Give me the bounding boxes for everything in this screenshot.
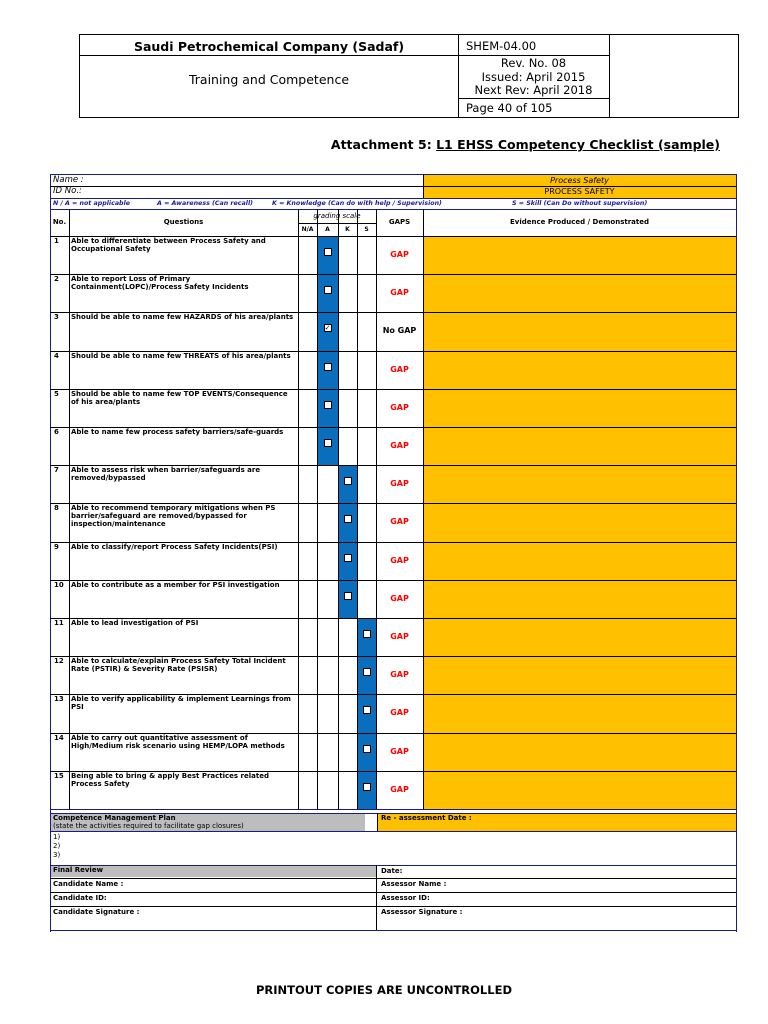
gap-status: GAP — [390, 402, 409, 412]
legend-s: S = Skill (Can Do without supervision) — [512, 200, 648, 207]
question-text: Should be able to name few HAZARDS of his area/plants — [71, 313, 294, 322]
row-number: 4 — [54, 351, 59, 360]
evidence-field[interactable] — [423, 465, 736, 503]
competency-checklist-form — [50, 172, 736, 932]
gap-status: GAP — [390, 746, 409, 756]
attachment-heading — [0, 137, 720, 152]
candidate-name-field[interactable]: Candidate Name : — [53, 880, 124, 888]
grading-checkbox[interactable] — [324, 248, 332, 256]
name-label: Name : — [53, 175, 84, 185]
gap-status: GAP — [390, 288, 409, 298]
plan-subtitle: (state the activities required to facilitate gap closures) — [53, 822, 244, 830]
plan-item[interactable]: 2) — [53, 842, 61, 850]
col-header-questions: Questions — [163, 218, 204, 226]
grading-checkbox[interactable] — [344, 515, 352, 523]
evidence-field[interactable] — [423, 236, 736, 274]
col-header-s: S — [364, 226, 369, 233]
gap-status: GAP — [390, 517, 409, 527]
grading-checkbox[interactable] — [363, 706, 371, 714]
gap-status: GAP — [390, 784, 409, 794]
gap-status: GAP — [390, 593, 409, 603]
evidence-field[interactable] — [423, 351, 736, 389]
grading-checkbox[interactable]: ✓ — [324, 324, 331, 333]
gap-status: GAP — [390, 479, 409, 489]
col-header-a: A — [325, 226, 330, 233]
plan-item[interactable]: 3) — [53, 851, 61, 859]
row-number: 13 — [54, 695, 64, 704]
evidence-field[interactable] — [423, 618, 736, 656]
grading-checkbox[interactable] — [363, 783, 371, 791]
row-number: 9 — [54, 542, 59, 551]
legend-k: K = Knowledge (Can do with help / Supervision) — [272, 200, 442, 207]
gap-status: GAP — [390, 441, 409, 450]
evidence-field[interactable] — [423, 656, 736, 694]
row-number: 15 — [54, 771, 64, 780]
row-number: 7 — [54, 466, 59, 475]
assessor-name-field[interactable]: Assessor Name : — [381, 880, 447, 888]
question-text: Able to verify applicability & implement Learnings from PSI — [71, 695, 291, 712]
row-number: 2 — [54, 275, 59, 284]
assessor-id-field[interactable]: Assessor ID: — [381, 894, 430, 902]
grading-checkbox[interactable] — [324, 401, 332, 409]
row-number: 8 — [54, 504, 59, 513]
col-header-grading: grading scale — [313, 212, 361, 220]
row-number: 14 — [54, 733, 64, 742]
row-number: 11 — [54, 619, 64, 627]
assessor-signature-field[interactable]: Assessor Signature : — [381, 908, 463, 916]
candidate-id-field[interactable]: Candidate ID: — [53, 894, 107, 902]
plan-item[interactable]: 1) — [53, 833, 61, 841]
col-header-na: N/A — [301, 226, 314, 233]
plan-title: Competence Management Plan — [53, 814, 176, 822]
evidence-field[interactable] — [423, 694, 736, 732]
evidence-field[interactable] — [423, 389, 736, 427]
row-number: 10 — [54, 580, 64, 589]
question-text: Able to contribute as a member for PSI investigation — [71, 580, 280, 589]
question-text: Able to assess risk when barrier/safeguards are removed/bypassed — [71, 466, 261, 483]
legend-row — [53, 199, 733, 209]
document-code: SHEM-04.00 — [466, 39, 537, 53]
evidence-field[interactable] — [423, 274, 736, 312]
question-text: Able to name few process safety barriers/safe-guards — [71, 428, 284, 436]
reassessment-label: Re - assessment Date : — [381, 814, 472, 822]
col-header-k: K — [345, 226, 350, 233]
evidence-field[interactable] — [423, 427, 736, 465]
gap-status: GAP — [390, 708, 409, 718]
row-number: 3 — [54, 313, 59, 322]
question-text: Able to lead investigation of PSI — [71, 619, 199, 627]
question-text: Able to carry out quantitative assessment of High/Medium risk scenario using HEMP/LOPA methods — [71, 733, 285, 750]
gap-status: GAP — [390, 632, 409, 641]
gap-status: GAP — [390, 670, 409, 680]
gap-status: GAP — [390, 250, 409, 259]
final-review-label: Final Review — [53, 866, 104, 874]
col-header-gaps: GAPS — [388, 218, 411, 226]
row-number: 6 — [54, 428, 59, 436]
question-text: Able to recommend temporary mitigations when PS barrier/safeguard are removed/bypassed for inspection/maintenance — [71, 504, 276, 529]
evidence-field[interactable] — [423, 503, 736, 541]
evidence-field[interactable] — [423, 771, 736, 809]
attachment-title: L1 EHSS Competency Checklist (sample) — [436, 137, 720, 152]
question-text: Able to differentiate between Process Safety and Occupational Safety — [71, 237, 266, 253]
candidate-signature-field[interactable]: Candidate Signature : — [53, 908, 140, 916]
revision-number: Rev. No. 08 — [500, 56, 567, 70]
company-name: Saudi Petrochemical Company (Sadaf) — [133, 39, 405, 54]
grading-checkbox[interactable] — [363, 630, 371, 638]
question-text: Should be able to name few TOP EVENTS/Consequence of his area/plants — [71, 389, 288, 406]
row-number: 5 — [54, 389, 59, 398]
id-label: ID No.: — [53, 186, 82, 196]
grading-checkbox[interactable] — [363, 745, 371, 753]
evidence-field[interactable] — [423, 580, 736, 618]
row-number: 12 — [54, 657, 64, 666]
legend-a: A = Awareness (Can recall) — [157, 200, 253, 207]
issued-date: Issued: April 2015 — [481, 69, 586, 84]
next-revision-date: Next Rev: April 2018 — [474, 83, 593, 97]
row-number: 1 — [54, 237, 59, 245]
question-text: Able to classify/report Process Safety Incidents(PSI) — [71, 542, 278, 551]
revision-info — [458, 57, 609, 98]
date-field[interactable]: Date: — [381, 867, 403, 875]
gap-status: GAP — [390, 555, 409, 565]
gap-status: GAP — [390, 364, 409, 374]
category-label: Process Safety — [550, 176, 609, 185]
document-header — [79, 34, 739, 118]
grading-checkbox[interactable] — [363, 668, 371, 676]
grading-checkbox[interactable] — [324, 286, 332, 294]
grading-checkbox[interactable] — [344, 592, 352, 600]
evidence-field[interactable] — [423, 312, 736, 350]
page-number: Page 40 of 105 — [466, 101, 553, 115]
uncontrolled-copy-notice: PRINTOUT COPIES ARE UNCONTROLLED — [255, 983, 512, 997]
grading-checkbox[interactable] — [324, 363, 332, 371]
evidence-field[interactable] — [423, 733, 736, 771]
question-text: Able to calculate/explain Process Safety Total Incident Rate (PSTIR) & Severity Rate (PSISR) — [71, 657, 286, 674]
col-header-no: No. — [52, 218, 67, 226]
attachment-prefix: Attachment 5: — [330, 137, 437, 152]
category-caps-label: PROCESS SAFETY — [544, 187, 615, 196]
legend-na: N / A = not applicable — [53, 200, 130, 207]
grading-checkbox[interactable] — [344, 554, 352, 562]
question-text: Able to report Loss of Primary Containment(LOPC)/Process Safety Incidents — [71, 275, 249, 292]
question-text: Being able to bring & apply Best Practices related Process Safety — [71, 771, 269, 788]
gap-status: No GAP — [382, 326, 417, 336]
evidence-field[interactable] — [423, 542, 736, 580]
document-title: Training and Competence — [188, 72, 350, 87]
col-header-evidence: Evidence Produced / Demonstrated — [510, 218, 649, 226]
grading-checkbox[interactable] — [344, 477, 352, 485]
grading-checkbox[interactable] — [324, 439, 332, 447]
question-text: Should be able to name few THREATS of his area/plants — [71, 351, 291, 360]
